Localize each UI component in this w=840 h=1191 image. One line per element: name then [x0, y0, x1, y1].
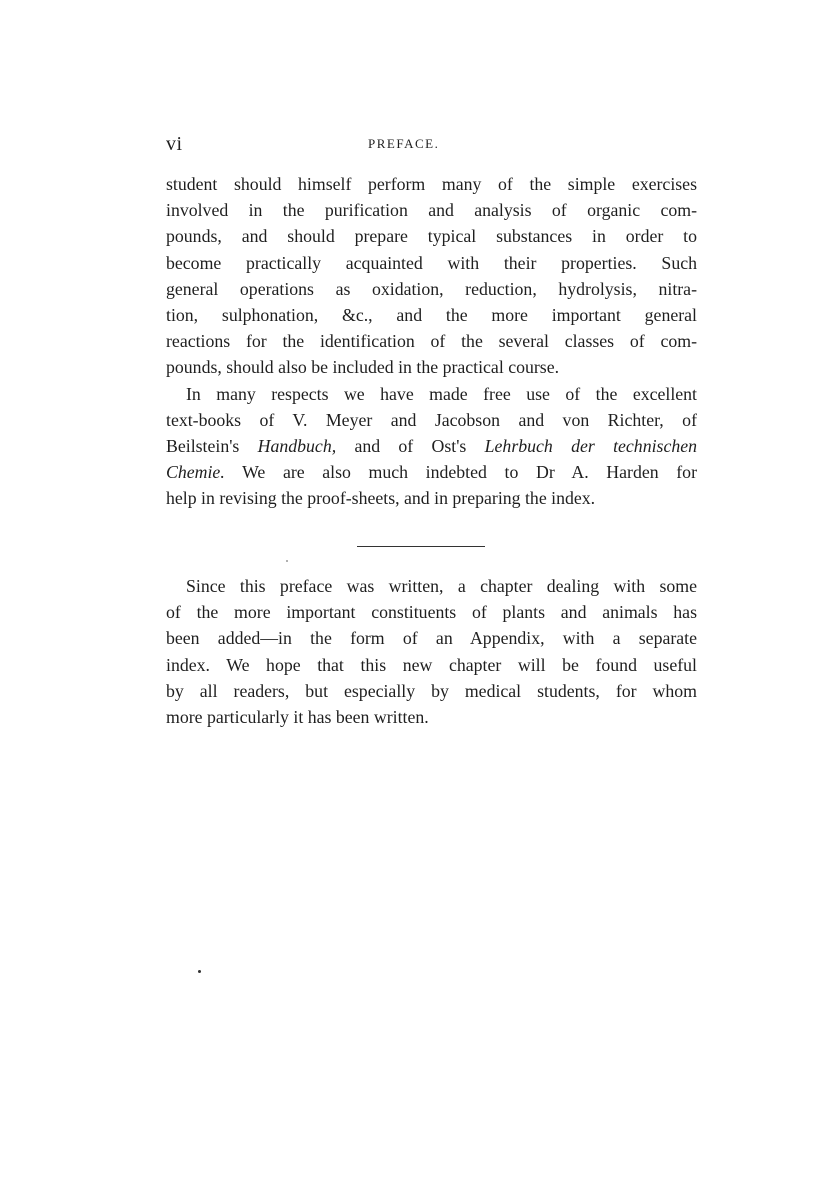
- text-run: Beilstein's: [166, 436, 258, 457]
- text-block-bottom: [166, 573, 697, 730]
- print-speck: [198, 970, 201, 973]
- text-line: Since this preface was written, a chapter dealing with some: [186, 576, 697, 596]
- text-line: text-books of V. Meyer and Jacobson and von Richter, of: [166, 409, 697, 430]
- text-line: involved in the purification and analysis of organic com-: [166, 200, 697, 221]
- text-line: pounds, should also be included in the practical course.: [166, 357, 560, 378]
- paragraph-continued: [166, 171, 697, 381]
- text-line: pounds, and should prepare typical substances in order to: [166, 226, 697, 247]
- paragraph-acknowledgements: [166, 381, 697, 512]
- paragraph-postscript: [166, 573, 697, 730]
- running-head: PREFACE.: [368, 136, 440, 151]
- text-line: reactions for the identification of the several classes of com-: [166, 331, 697, 352]
- text-line: In many respects we have made free use of the excellent: [186, 383, 697, 404]
- text-line: of the more important constituents of plants and animals has: [166, 602, 697, 623]
- book-title-chemie: Chemie.: [166, 462, 225, 483]
- text-line: student should himself perform many of the simple exercises: [166, 174, 697, 194]
- text-line: general operations as oxidation, reduction, hydrolysis, nitra-: [166, 278, 697, 299]
- print-speck: [286, 560, 288, 562]
- text-block-top: [166, 171, 697, 512]
- page-number: vi: [166, 133, 183, 155]
- text-line: index. We hope that this new chapter will be found useful: [166, 654, 697, 675]
- text-line: [166, 459, 697, 485]
- section-divider: [357, 546, 485, 547]
- book-title-handbuch: Handbuch,: [257, 436, 337, 457]
- text-line: tion, sulphonation, &c., and the more important general: [166, 305, 697, 326]
- text-line: been added—in the form of an Appendix, with a separate: [166, 628, 697, 649]
- text-line: by all readers, but especially by medical students, for whom: [166, 680, 697, 701]
- text-line: become practically acquainted with their properties. Such: [166, 252, 697, 273]
- text-line: [166, 433, 697, 459]
- text-line: help in revising the proof-sheets, and in preparing the index.: [166, 488, 596, 509]
- text-run: and of Ost's: [336, 436, 485, 457]
- text-line: more particularly it has been written.: [166, 707, 429, 728]
- text-run: We are also much indebted to Dr A. Harden for: [224, 462, 697, 483]
- book-title-lehrbuch: Lehrbuch der technischen: [484, 436, 697, 457]
